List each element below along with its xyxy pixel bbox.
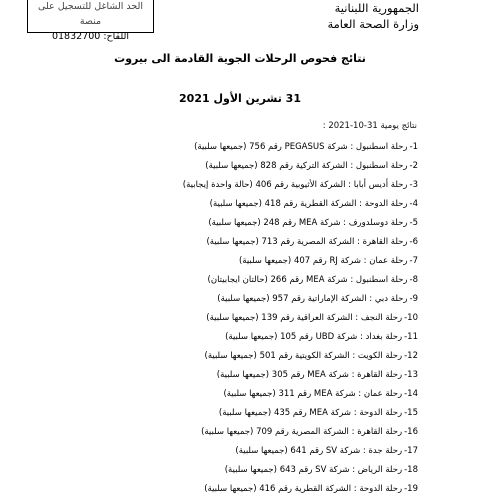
flight-result-text: رحلة الدوحة : شركة MEA رقم 435 (جميعها سلبية) [218,408,403,418]
document-date-title: 31 تشرين الأول 2021 [179,92,301,105]
list-item [18,214,418,233]
flight-result-text: رحلة اسطنبول : شركة MEA رقم 266 (حالتان ايجابيتان) [207,275,408,285]
flight-number-label: 4- [409,199,418,209]
flight-result-text: رحلة جدة : شركة SV رقم 641 (جميعها سلبية) [235,446,403,456]
flight-number-label: 5- [409,218,418,228]
list-item [18,233,418,252]
flight-number-label: 14- [404,389,418,399]
flight-result-text: رحلة الرياض : شركة SV رقم 643 (جميعها سلبية) [224,465,403,475]
flight-result-text: رحلة القاهرة : شركة MEA رقم 305 (جميعها سلبية) [216,370,403,380]
list-item [18,461,418,480]
flight-number-label: 10- [404,313,418,323]
flight-number-label: 11- [404,332,418,342]
flight-result-text: رحلة أديس أبابا : الشركة الأثيوبية رقم 406 (حالة واحدة إيجابية) [182,180,408,190]
box-line-1: الحد الشاغل للتسجيل على منصة [37,1,144,27]
list-item [18,366,418,385]
flight-result-text: رحلة بغداد : شركة UBD رقم 105 (جميعها سلبية) [225,332,403,342]
flight-result-text: رحلة الكويت : الشركة الكويتية رقم 501 (جميعها سلبية) [204,351,403,361]
daily-results-date: نتائج يومية 31-10-2021 : [322,121,417,131]
vaccine-registration-box [27,0,154,42]
flight-result-text: رحلة الدوحة : الشركة القطرية رقم 416 (جميعها سلبية) [204,484,403,494]
list-item [18,195,418,214]
flight-result-text: رحلة النجف : الشركة العراقية رقم 139 (جميعها سلبية) [206,313,403,323]
list-item [18,347,418,366]
flight-number-label: 16- [404,427,418,437]
flight-number-label: 9- [409,294,418,304]
flight-number-label: 18- [404,465,418,475]
flight-number-label: 13- [404,370,418,380]
flight-result-text: رحلة دبي : الشركة الإماراتية رقم 957 (جميعها سلبية) [217,294,408,304]
box-line-2: اللقاح: 01832700 [51,31,130,42]
list-item [18,252,418,271]
flight-number-label: 7- [409,256,418,266]
flight-result-text: رحلة عمان : شركة RJ رقم 407 (جميعها سلبية) [238,256,408,266]
flight-number-label: 17- [404,446,418,456]
flight-number-label: 8- [409,275,418,285]
flight-result-text: رحلة اسطنبول : الشركة التركية رقم 828 (جميعها سلبية) [205,161,408,171]
list-item [18,328,418,347]
flight-number-label: 3- [409,180,418,190]
list-item [18,309,418,328]
flight-number-label: 15- [404,408,418,418]
ministry-header [279,0,419,32]
flight-number-label: 2- [409,161,418,171]
list-item [18,157,418,176]
flight-number-label: 12- [404,351,418,361]
list-item [18,442,418,461]
list-item [18,385,418,404]
list-item [18,138,418,157]
flight-result-text: رحلة عمان : شركة MEA رقم 311 (جميعها سلبية) [223,389,403,399]
flight-number-label: 1- [409,142,418,152]
flight-number-label: 19- [404,484,418,494]
flight-result-text: رحلة الدوحة : الشركة القطرية رقم 418 (جميعها سلبية) [209,199,408,209]
list-item [18,290,418,309]
flight-results-list [18,138,418,499]
ministry-name: وزارة الصحة العامة [327,17,419,31]
document-title: نتائج فحوص الرحلات الجوية القادمة الى بيروت [114,52,366,65]
flight-result-text: رحلة القاهرة : الشركة المصرية رقم 713 (جميعها سلبية) [206,237,408,247]
list-item [18,404,418,423]
flight-result-text: رحلة دوسلدورف : شركة MEA رقم 248 (جميعها سلبية) [208,218,408,228]
republic-name: الجمهورية اللبنانية [334,1,419,15]
list-item [18,480,418,499]
list-item [18,423,418,442]
flight-result-text: رحلة اسطنبول : شركة PEGASUS رقم 756 (جميعها سلبية) [194,142,408,152]
flight-result-text: رحلة القاهرة : الشركة المصرية رقم 709 (جميعها سلبية) [201,427,403,437]
list-item [18,271,418,290]
flight-number-label: 6- [409,237,418,247]
list-item [18,176,418,195]
